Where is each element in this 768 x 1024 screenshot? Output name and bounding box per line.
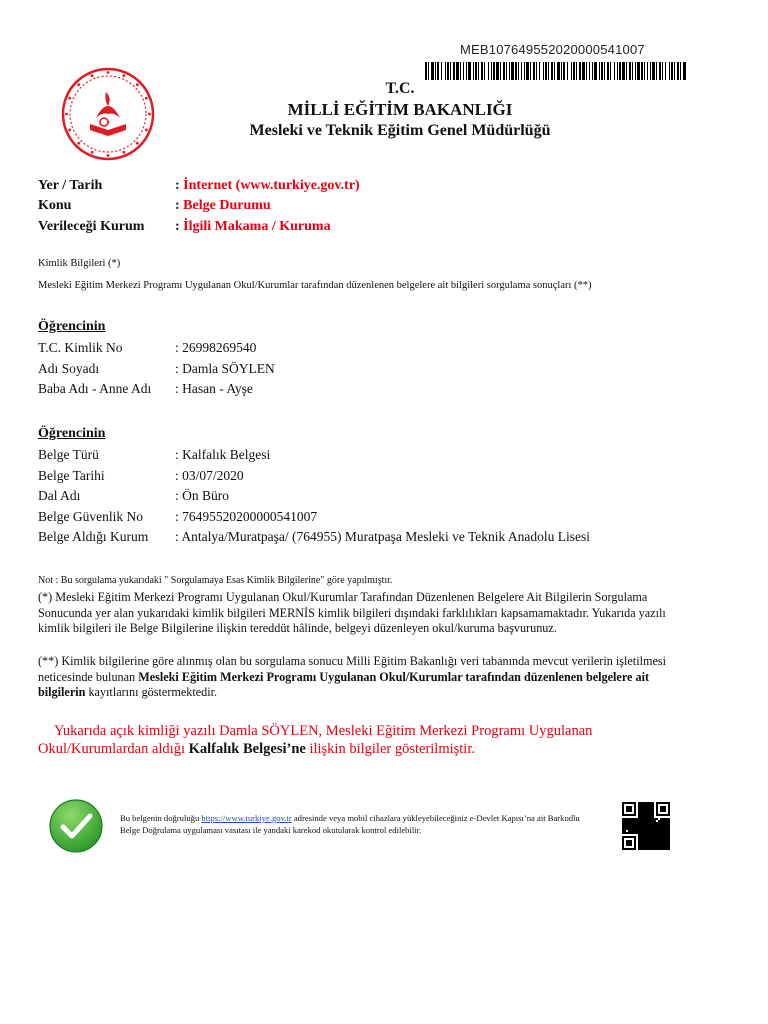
qr-code-icon <box>622 802 670 850</box>
row-value: 76495520200000541007 <box>182 509 318 524</box>
verification-link[interactable]: https://www.turkiye.gov.tr <box>201 813 292 823</box>
barcode-number: MEB107649552020000541007 <box>460 42 645 57</box>
meta-value: Belge Durumu <box>183 198 271 213</box>
note-text: Not : Bu sorgulama yukarıdaki " Sorgulamaya Esas Kimlik Bilgilerine" göre yapılmıştır. <box>38 575 393 586</box>
row-value: Antalya/Muratpaşa/ (764955) Muratpaşa Mesleki ve Teknik Anadolu Lisesi <box>181 529 590 544</box>
paragraph-bold-text: Mesleki Eğitim Merkezi Programı Uygulanan Okul/Kurumlar tarafından düzenlenen belgelere ait bilgilerin <box>38 669 650 699</box>
document-heading: Öğrencinin <box>38 426 106 441</box>
statement-bold: Kalfalık Belgesi’ne <box>188 741 306 757</box>
row-label: Adı Soyadı <box>38 361 100 376</box>
meta-value: İnternet (www.turkiye.gov.tr) <box>183 178 360 193</box>
row-label: Belge Aldığı Kurum <box>38 529 149 544</box>
statement-part: Yukarıda açık kimliği yazılı Damla SÖYLEN, Mesleki Eğitim Merkezi Programı Uygulanan Okul/Kurumlardan aldığı <box>38 723 593 757</box>
statement-text <box>38 722 678 758</box>
row-value: 26998269540 <box>182 340 257 355</box>
verification-suffix: adresinde veya mobil cihazlara yükleyebileceğiniz e-Devlet Kapısı’na ait Barkodlu Belge Doğrulama uygulaması vasıtası ile yandaki karekod okutularak kontrol edilebilir. <box>120 813 580 835</box>
meta-label: Konu <box>38 198 72 213</box>
student-heading: Öğrencinin <box>38 319 106 334</box>
verification-prefix: Bu belgenin doğruluğu <box>120 813 202 823</box>
verified-check-icon <box>48 798 104 854</box>
verification-text <box>120 812 600 836</box>
kimlik-label: Kimlik Bilgileri (*) <box>38 258 121 269</box>
header-ministry: MİLLİ EĞİTİM BAKANLIĞI <box>287 100 513 119</box>
row-label: Belge Türü <box>38 447 99 462</box>
row-value: Hasan - Ayşe <box>182 381 253 396</box>
row-value: Damla SÖYLEN <box>182 361 275 376</box>
row-value: Ön Büro <box>182 488 230 503</box>
meta-value: İlgili Makama / Kuruma <box>183 219 331 234</box>
row-label: Belge Tarihi <box>38 468 105 483</box>
header-tc: T.C. <box>385 80 415 97</box>
row-value: 03/07/2020 <box>182 468 244 483</box>
paragraph-mernis: (*) Mesleki Eğitim Merkezi Programı Uygulanan Okul/Kurumlar Tarafından Düzenlenen Belgelere Ait Bilgilerin Sorgulama Sonucunda yer alan yukarıdaki kimlik bilgileri MERNİS kimlik bilgileri dışındaki farklılıkları kapsamamaktadır. Yukarıda yazılı kimlik bilgileri ile Belge Bilgilerine ilişkin tereddüt hâlinde, belgeyi düzenleyen okul/kuruma başvurunuz. <box>38 590 666 635</box>
paragraph-text: (**) Kimlik bilgilerine göre alınmış olan bu sorgulama sonucu Milli Eğitim Bakanlığı veri tabanında mevcut verilerin işletilmesi neticesinde bulunan <box>38 654 666 684</box>
row-label: T.C. Kimlik No <box>38 340 123 355</box>
row-label: Baba Adı - Anne Adı <box>38 381 152 396</box>
header-directorate: Mesleki ve Teknik Eğitim Genel Müdürlüğü <box>249 122 551 139</box>
meta-label: Yer / Tarih <box>38 178 103 193</box>
barcode-icon <box>425 62 687 80</box>
paragraph-text: kayıtlarını göstermektedir. <box>85 685 218 699</box>
meta-label: Verileceği Kurum <box>38 219 145 234</box>
intro-text: Mesleki Eğitim Merkezi Programı Uygulanan Okul/Kurumlar tarafından düzenlenen belgelere ait bilgileri sorgulama sonuçları (**) <box>38 280 592 291</box>
paragraph-database <box>38 654 688 701</box>
row-label: Belge Güvenlik No <box>38 509 143 524</box>
row-label: Dal Adı <box>38 488 81 503</box>
row-value: Kalfalık Belgesi <box>182 447 271 462</box>
statement-part: ilişkin bilgiler gösterilmiştir. <box>305 741 475 757</box>
